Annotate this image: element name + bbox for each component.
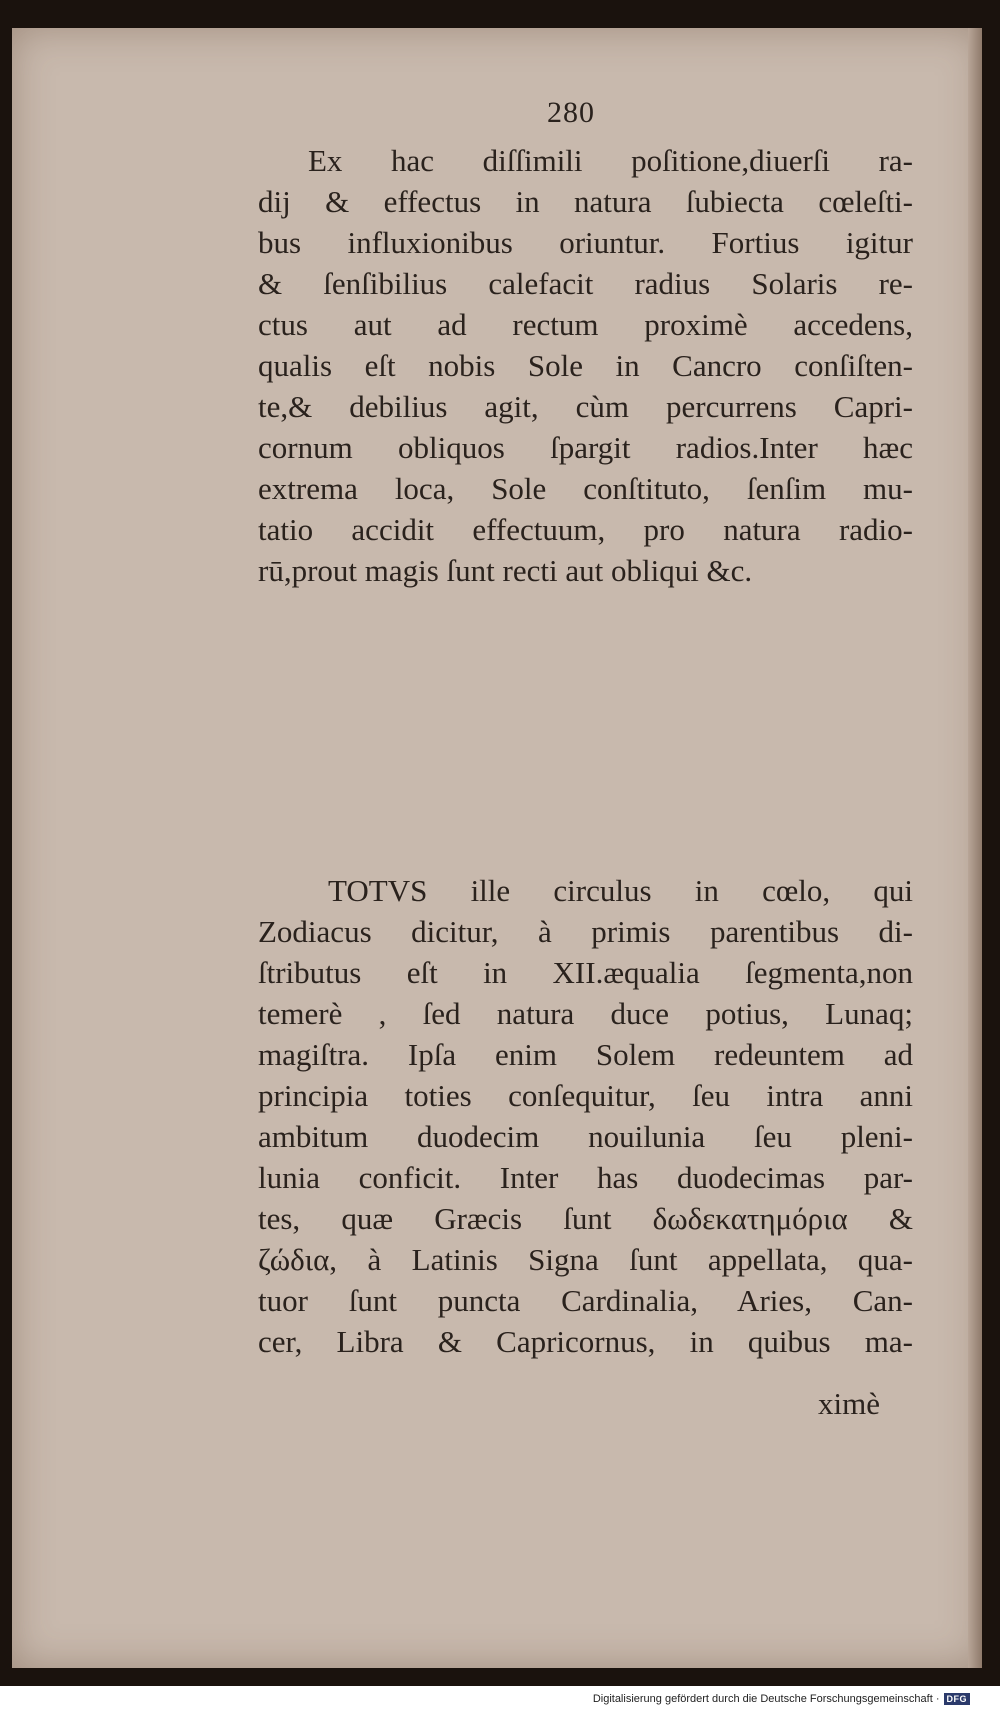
text-line: dij & effectus in natura ſubiecta cœleſti- bbox=[258, 184, 913, 219]
text-line: cornum obliquos ſpargit radios.Inter hæc bbox=[258, 430, 913, 465]
text-line: tes, quæ Græcis ſunt δωδεκατημόρια & bbox=[258, 1201, 913, 1236]
text-line: principia toties conſequitur, ſeu intra anni bbox=[258, 1078, 913, 1113]
text-line: ctus aut ad rectum proximè accedens, bbox=[258, 307, 913, 342]
text-line: extrema loca, Sole conſtituto, ſenſim mu- bbox=[258, 471, 913, 506]
text-line: rū,prout magis ſunt recti aut obliqui &c. bbox=[258, 553, 753, 588]
text-line: TOTVS ille circulus in cœlo, qui bbox=[328, 873, 913, 908]
text-line: temerè , ſed natura duce potius, Lunaq; bbox=[258, 996, 913, 1031]
dfg-logo: DFG bbox=[944, 1693, 971, 1705]
text-line: bus influxionibus oriuntur. Fortius igitur bbox=[258, 225, 913, 260]
text-line: Ex hac diſſimili poſitione,diuerſi ra- bbox=[308, 143, 913, 178]
catchword: ximè bbox=[818, 1386, 880, 1421]
text-line: te,& debilius agit, cùm percurrens Capri- bbox=[258, 389, 913, 424]
text-line: magiſtra. Ipſa enim Solem redeuntem ad bbox=[258, 1037, 913, 1072]
paragraph-2 bbox=[258, 870, 913, 1362]
text-line: Zodiacus dicitur, à primis parentibus di- bbox=[258, 914, 913, 949]
text-line: tuor ſunt puncta Cardinalia, Aries, Can- bbox=[258, 1283, 913, 1318]
text-line: ambitum duodecim nouilunia ſeu pleni- bbox=[258, 1119, 913, 1154]
text-line: lunia conficit. Inter has duodecimas par- bbox=[258, 1160, 913, 1195]
text-line: ſtributus eſt in XII.æqualia ſegmenta,non bbox=[258, 955, 913, 990]
text-line: ζώδια, à Latinis Signa ſunt appellata, qua- bbox=[258, 1242, 913, 1277]
paragraph-1 bbox=[258, 140, 913, 591]
footer-text: Digitalisierung gefördert durch die Deutsche Forschungsgemeinschaft · bbox=[592, 1693, 940, 1705]
page-edge bbox=[968, 28, 982, 1668]
digitization-footer bbox=[593, 1693, 970, 1705]
text-line: & ſenſibilius calefacit radius Solaris re- bbox=[258, 266, 913, 301]
text-line: cer, Libra & Capricornus, in quibus ma- bbox=[258, 1324, 913, 1359]
page-number: 280 bbox=[547, 96, 595, 129]
text-line: qualis eſt nobis Sole in Cancro conſiſten- bbox=[258, 348, 913, 383]
text-line: tatio accidit effectuum, pro natura radio- bbox=[258, 512, 913, 547]
